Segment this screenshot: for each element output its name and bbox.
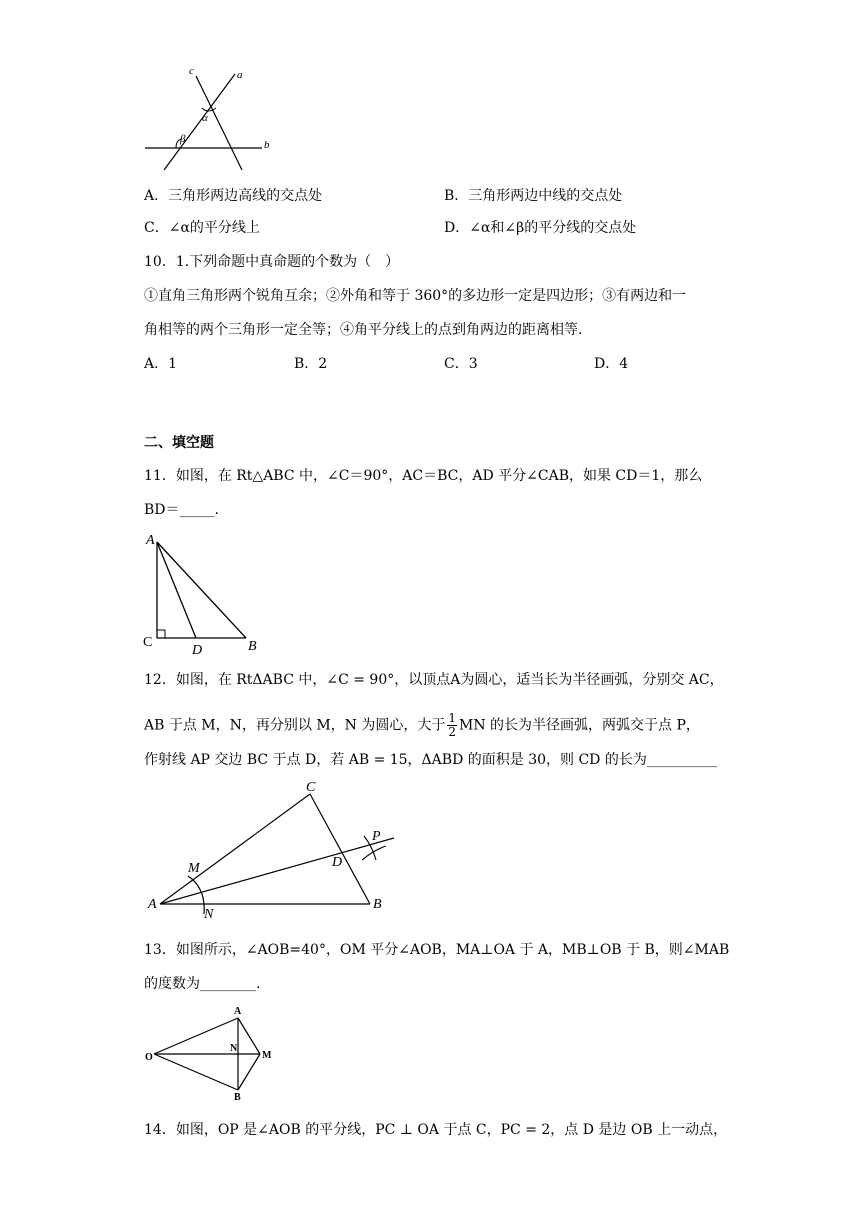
q11-line2: BD＝_____. [144,502,219,518]
fraction-denominator: 2 [448,725,457,739]
label-c: c [189,65,194,77]
q12-line3: 作射线 AP 交边 BC 于点 D，若 AB = 15，ΔABD 的面积是 30，则 CD 的长为__________ [144,752,717,768]
q12-line2 [144,712,700,739]
label-D: D [192,643,203,656]
q10-option-c: C．3 [444,356,478,372]
segment-ab [157,542,246,638]
label-P: P [372,829,381,844]
segment-am [238,1018,260,1054]
label-A: A [234,1006,242,1017]
q9-figure [140,62,280,174]
label-beta: β [180,133,186,145]
label-A: A [148,897,157,912]
q9-option-c: C．∠α的平分线上 [144,220,260,236]
label-A: A [146,533,155,548]
label-B: B [234,1092,241,1102]
segment-ob [154,1054,238,1090]
segment-oa [154,1018,238,1054]
section-title: 二、填空题 [144,435,214,451]
label-a: a [237,69,243,81]
q12-line2-part1: AB 于点 M，N，再分别以 M，N 为圆心，大于 [144,717,446,734]
label-B: B [248,639,257,654]
q12-figure [140,780,410,920]
label-B: B [373,897,382,912]
q10-option-b: B．2 [294,356,328,372]
segment-ad [157,542,196,638]
segment-cb [310,794,370,904]
label-C: C [143,635,153,650]
fraction-numerator: 1 [448,711,457,725]
segment-ac [160,794,310,904]
q12-fraction [447,712,457,739]
label-C: C [306,780,316,795]
label-N: N [230,1043,238,1054]
label-O: O [145,1052,153,1063]
segment-bm [238,1054,260,1090]
label-M: M [262,1050,272,1061]
q9-option-a: A．三角形两边高线的交点处 [144,188,323,204]
q13-line1: 13．如图所示，∠AOB=40°，OM 平分∠AOB，MA⊥OA 于 A，MB⊥OB 于 B，则∠MAB [144,942,730,958]
label-alpha: α [202,112,208,124]
label-D: D [332,855,343,870]
q12-line1: 12．如图，在 RtΔABC 中，∠C = 90°，以顶点A为圆心，适当长为半径画弧，分别交 AC， [144,672,724,688]
label-b: b [264,139,270,151]
q11-figure [140,528,270,656]
q9-option-d: D．∠α和∠β的平分线的交点处 [444,220,637,236]
q10-option-a: A．1 [144,356,178,372]
label-N: N [204,907,214,920]
q14-line1: 14．如图，OP 是∠AOB 的平分线，PC ⊥ OA 于点 C，PC = 2，点 D 是边 OB 上一动点， [144,1122,728,1138]
q12-line2-part2: MN 的长为半径画弧，两弧交于点 P， [459,717,700,734]
q10-body-line1: ①直角三角形两个锐角互余；②外角和等于 360°的多边形一定是四边形；③有两边和一 [144,288,687,304]
q13-line2: 的度数为________. [144,976,261,992]
q11-line1: 11．如图，在 Rt△ABC 中，∠C＝90°，AC＝BC，AD 平分∠CAB，如果 CD＝1，那么 [144,468,703,484]
q9-option-b: B．三角形两边中线的交点处 [444,188,623,204]
q10-option-d: D．4 [594,356,629,372]
line-a [164,74,235,170]
q13-figure [140,1004,280,1102]
label-M: M [188,861,200,876]
q10-body-line2: 角相等的两个三角形一定全等；④角平分线上的点到角两边的距离相等. [144,322,583,338]
right-angle-mark [157,630,165,638]
q10-stem: 10．1.下列命题中真命题的个数为（ ） [144,254,400,270]
